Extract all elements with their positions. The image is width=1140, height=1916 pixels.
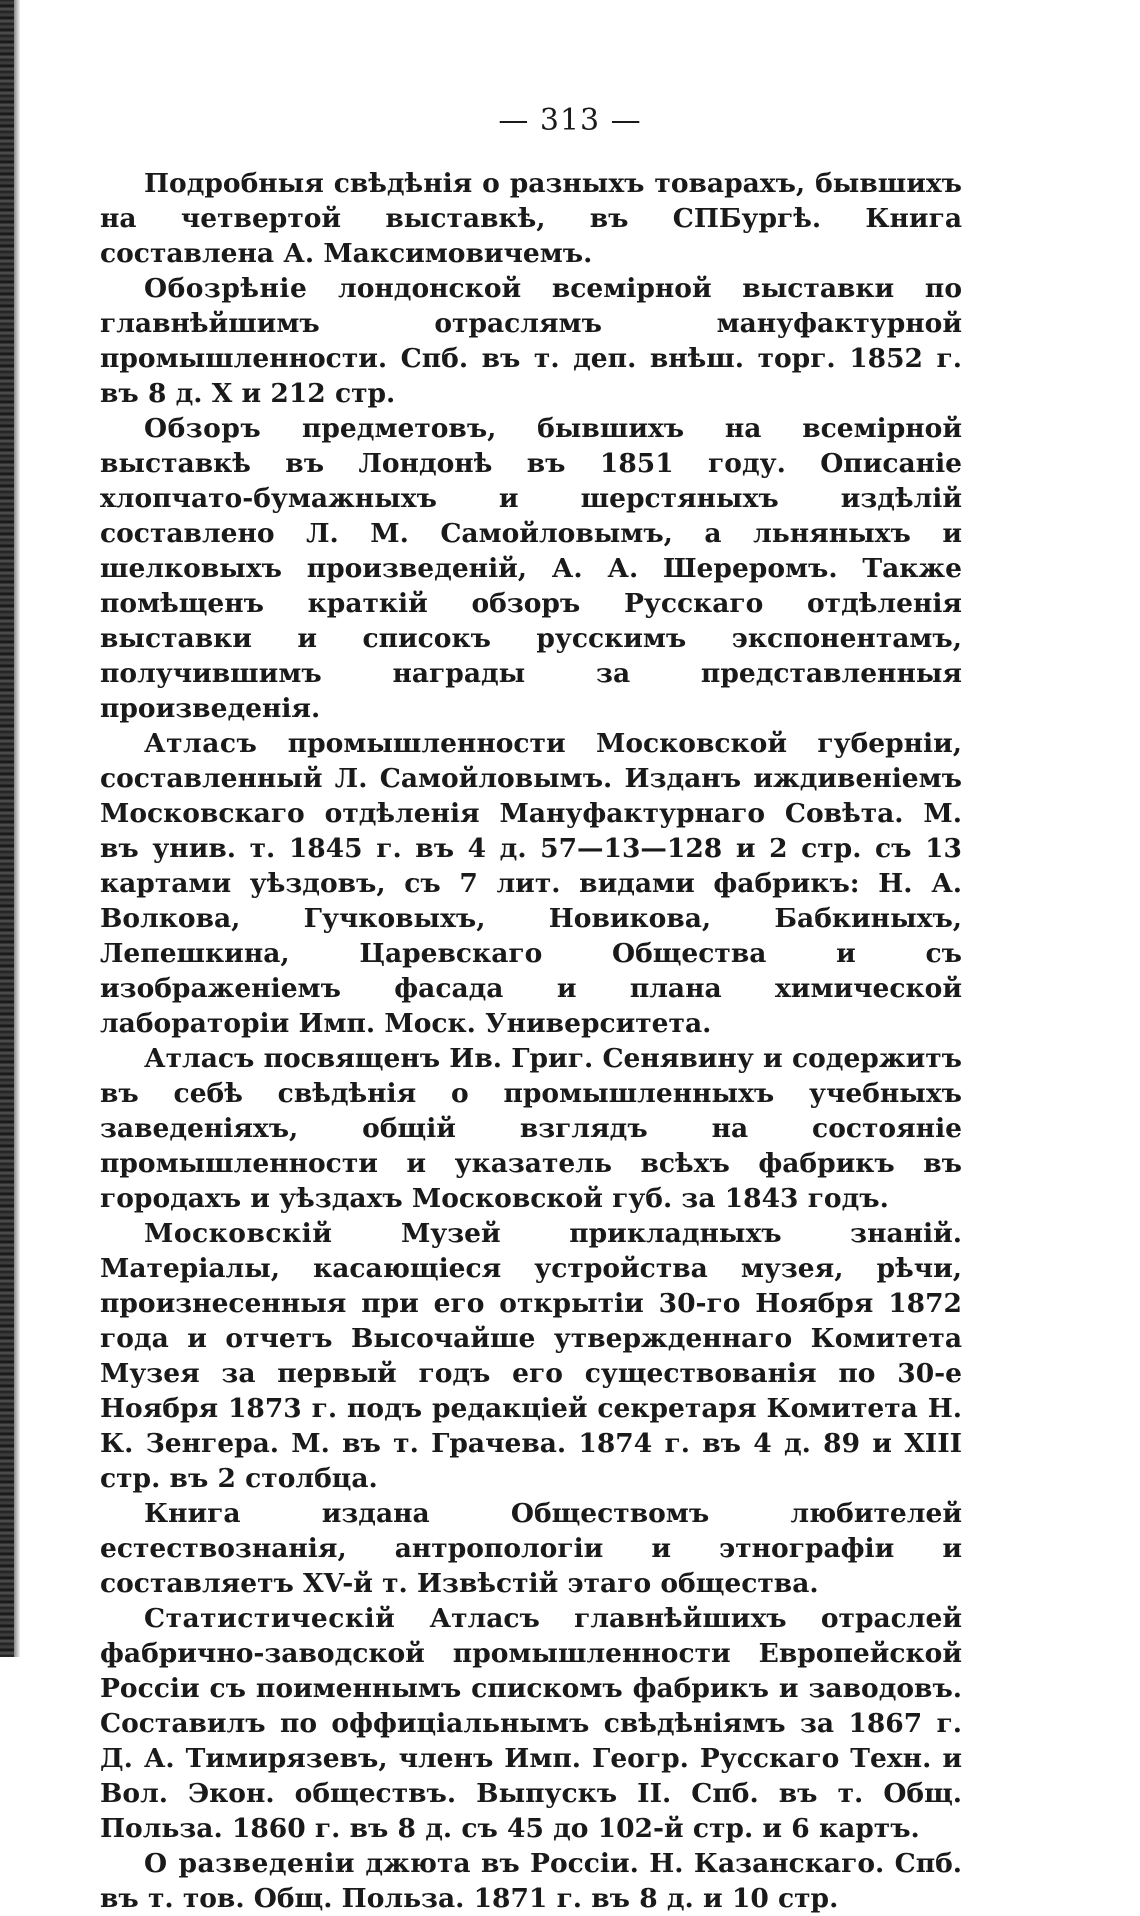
paragraph-4 bbox=[100, 726, 962, 1041]
paragraph-lead: О разведеніи bbox=[144, 1848, 355, 1879]
paragraph-5 bbox=[100, 1041, 962, 1216]
page-edge-shadow bbox=[14, 0, 20, 1657]
paragraph-text: джюта въ Россіи. Н. Казанскаго. Спб. въ т. тов. Общ. Польза. 1871 г. въ 8 д. и 10 стр. bbox=[100, 1848, 963, 1914]
paragraph-text: Книга издана Обществомъ любителей естествознанія, антропологіи и этнографіи и составляетъ XV-й т. Извѣстій этаго общества. bbox=[100, 1498, 962, 1599]
paragraph-9 bbox=[100, 1846, 962, 1916]
paragraph-text: Атласъ главнѣйшихъ отраслей фабрично-заводской промышленности Европейской Россіи съ поименнымъ спискомъ фабрикъ и заводовъ. Составилъ по оффиціальнымъ свѣдѣніямъ за 1867 г. Д. А. Тимирязевъ, членъ Имп. Геогр. Русскаго Техн. и Вол. Экон. обществъ. Выпускъ II. Спб. въ т. Общ. Польза. 1860 г. въ 8 д. съ 45 до 102-й стр. и 6 картъ. bbox=[100, 1603, 962, 1844]
paragraph-lead: Обозрѣніе bbox=[144, 273, 308, 304]
paragraph-8 bbox=[100, 1601, 962, 1846]
paragraph-3 bbox=[100, 411, 962, 726]
paragraph-lead: Обзоръ bbox=[144, 413, 262, 444]
paragraph-text: Подробныя свѣдѣнія о разныхъ товарахъ, бывшихъ на четвертой выставкѣ, въ СПБургѣ. Книга составлена А. Максимовичемъ. bbox=[100, 168, 962, 269]
paragraph-text: предметовъ, бывшихъ на всемірной выставкѣ въ Лондонѣ въ 1851 году. Описаніе хлопчато-бумажныхъ и шерстяныхъ издѣлій составлено Л. М. Самойловымъ, а льняныхъ и шелковыхъ произведеній, А. А. Шереромъ. Также помѣщенъ краткій обзоръ Русскаго отдѣленія выставки и списокъ русскимъ экспонентамъ, получившимъ награды за представленныя произведенія. bbox=[100, 413, 962, 724]
scanned-page-edge bbox=[0, 0, 14, 1657]
paragraph-6 bbox=[100, 1216, 962, 1496]
body-text bbox=[100, 166, 962, 1916]
paragraph-lead: Московскій bbox=[144, 1218, 333, 1249]
paragraph-lead: Атласъ bbox=[144, 728, 258, 759]
paragraph-text: промышленности Московской губерніи, составленный Л. Самойловымъ. Изданъ иждивеніемъ Московскаго отдѣленія Мануфактурнаго Совѣта. М. въ унив. т. 1845 г. въ 4 д. 57—13—128 и 2 стр. съ 13 картами уѣздовъ, съ 7 лит. видами фабрикъ: Н. А. Волкова, Гучковыхъ, Новикова, Бабкиныхъ, Лепешкина, Царевскаго Общества и съ изображеніемъ фасада и плана химической лабораторіи Имп. Моск. Университета. bbox=[100, 728, 962, 1039]
paragraph-text: Атласъ посвященъ Ив. Григ. Сенявину и содержитъ въ себѣ свѣдѣнія о промышленныхъ учебныхъ заведеніяхъ, общій взглядъ на состояніе промышленности и указатель всѣхъ фабрикъ въ городахъ и уѣздахъ Московской губ. за 1843 годъ. bbox=[100, 1043, 962, 1214]
paragraph-text: лондонской всемірной выставки по главнѣйшимъ отраслямъ мануфактурной промышленности. Спб. въ т. деп. внѣш. торг. 1852 г. въ 8 д. X и 212 стр. bbox=[100, 273, 962, 409]
page-number: — 313 — bbox=[498, 103, 642, 138]
paragraph-lead: Статистическій bbox=[144, 1603, 396, 1634]
paragraph-2 bbox=[100, 271, 962, 411]
paragraph-text: Музей прикладныхъ знаній. Матеріалы, касающіеся устройства музея, рѣчи, произнесенныя при его открытіи 30-го Ноября 1872 года и отчетъ Высочайше утвержденнаго Комитета Музея за первый годъ его существованія по 30-е Ноября 1873 г. подъ редакціей секретаря Комитета Н. К. Зенгера. М. въ т. Грачева. 1874 г. въ 4 д. 89 и XIII стр. въ 2 столбца. bbox=[100, 1218, 962, 1494]
paragraph-1 bbox=[100, 166, 962, 271]
paragraph-7 bbox=[100, 1496, 962, 1601]
